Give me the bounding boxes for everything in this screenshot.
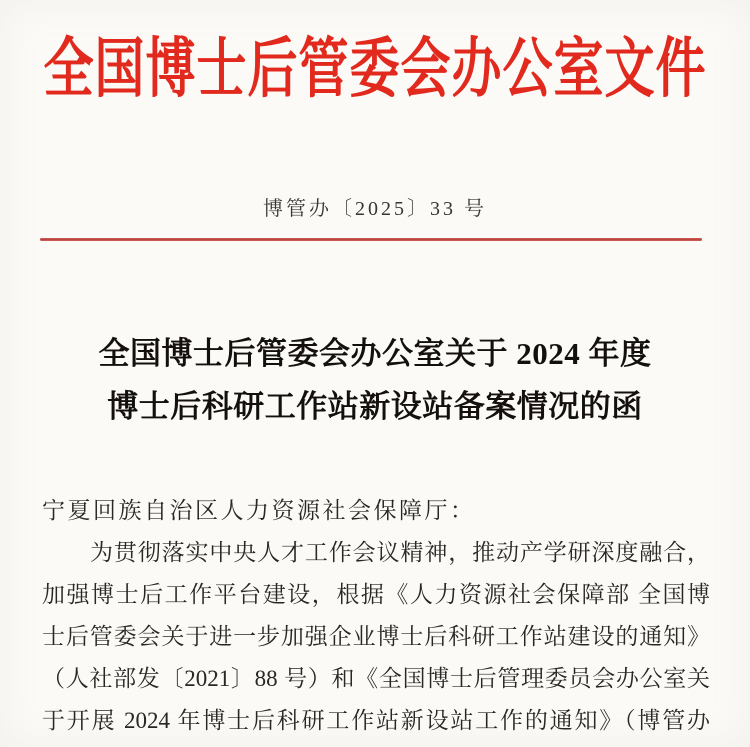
- body-line-5: 于开展 2024 年博士后科研工作站新设站工作的通知》（博管办: [42, 708, 710, 733]
- document-title: [40, 327, 710, 433]
- salutation-line: 宁夏回族自治区人力资源社会保障厅：: [42, 498, 476, 523]
- body-line-1: 为贯彻落实中央人才工作会议精神，推动产学研深度融合，: [90, 540, 710, 565]
- red-divider-line: [40, 238, 702, 241]
- document-title-line-1: 全国博士后管委会办公室关于 2024 年度: [98, 336, 652, 371]
- body-line-4: （人社部发〔2021〕88 号）和《全国博士后管理委员会办公室关: [42, 666, 710, 691]
- body-line-2: 加强博士后工作平台建设，根据《人力资源社会保障部 全国博: [42, 582, 710, 607]
- document-body: [42, 490, 710, 742]
- document-header-title: 全国博士后管委会办公室文件: [43, 32, 707, 105]
- document-title-line-2: 博士后科研工作站新设站备案情况的函: [107, 389, 643, 424]
- body-line-3: 士后管委会关于进一步加强企业博士后科研工作站建设的通知》: [42, 624, 710, 649]
- document-reference-number: 博管办〔2025〕33 号: [263, 198, 487, 220]
